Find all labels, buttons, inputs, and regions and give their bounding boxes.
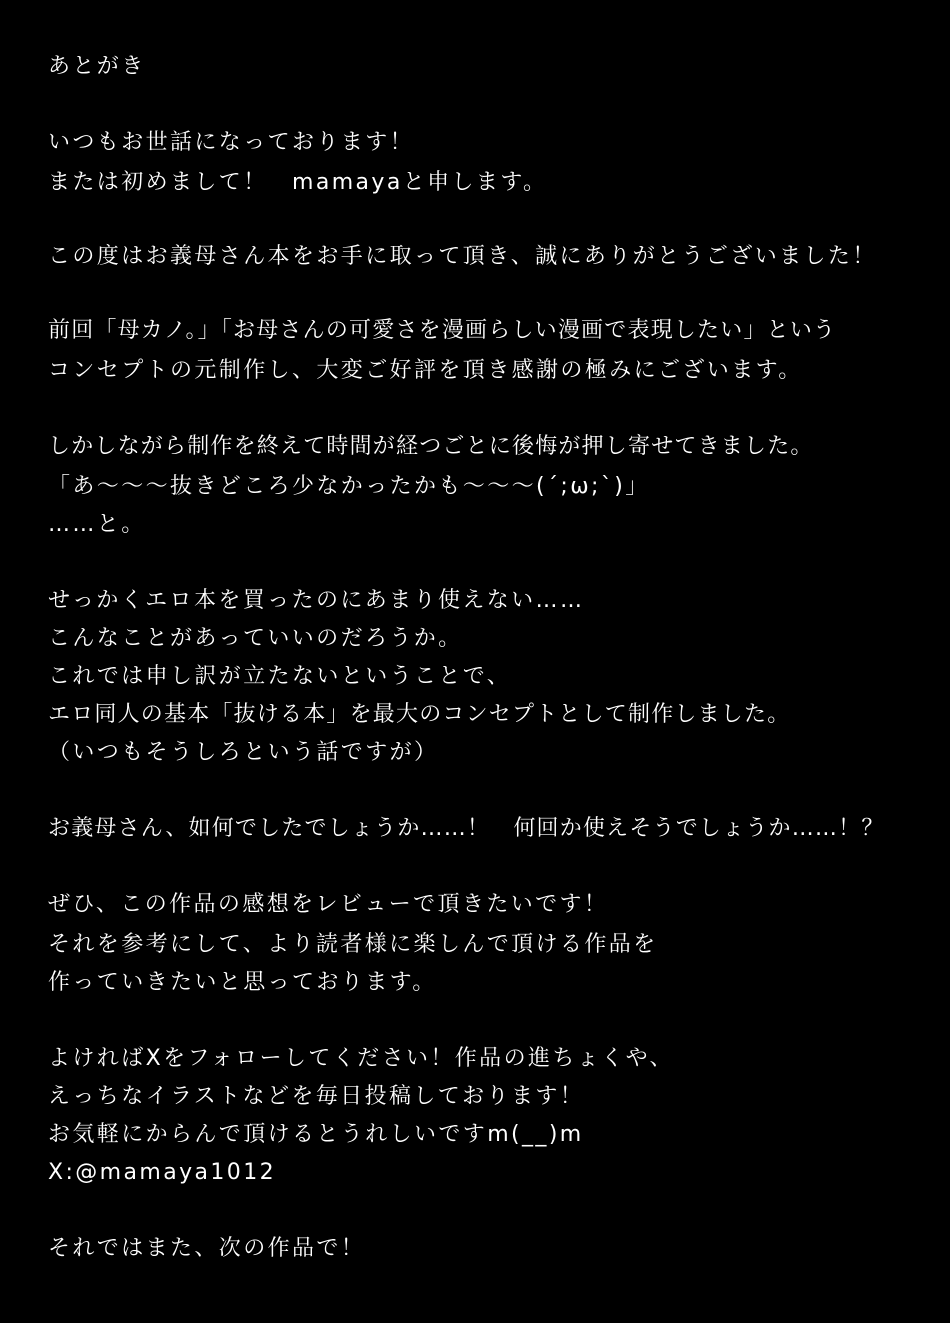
review-line-2: それを参考にして、より読者様に楽しんで頂ける作品を	[48, 932, 658, 957]
regret-line-1: しかしながら制作を終えて時間が経つごとに後悔が押し寄せてきました。	[48, 434, 814, 459]
concept-line-5: （いつもそうしろという話ですが）	[48, 740, 439, 765]
previous-work-line-1: 前回「母カノ。」「お母さんの可愛さを漫画らしい漫画で表現したい」という	[48, 318, 837, 343]
concept-line-2: こんなことがあっていいのだろうか。	[48, 626, 463, 651]
review-line-3: 作っていきたいと思っております。	[48, 970, 437, 995]
afterword-title: あとがき	[48, 54, 146, 79]
greeting-line-2: または初めまして！ mamayaと申します。	[48, 170, 548, 195]
thanks-line: この度はお義母さん本をお手に取って頂き、誠にありがとうございました！	[48, 244, 877, 269]
question-line: お義母さん、如何でしたでしょうか……！ 何回か使えそうでしょうか……！？	[48, 816, 885, 841]
follow-line-2: えっちなイラストなどを毎日投稿しております！	[48, 1084, 585, 1109]
follow-line-1: よければXをフォローしてください！作品の進ちょくや、	[48, 1046, 674, 1071]
greeting-line-1: いつもお世話になっております！	[48, 130, 415, 155]
regret-line-3: ……と。	[48, 512, 146, 537]
review-line-1: ぜひ、この作品の感想をレビューで頂きたいです！	[48, 892, 609, 917]
closing-line: それではまた、次の作品で！	[48, 1236, 366, 1261]
follow-line-3: お気軽にからんで頂けるとうれしいですm(__)m	[48, 1122, 584, 1147]
previous-work-line-2: コンセプトの元制作し、大変ご好評を頂き感謝の極みにございます。	[48, 358, 803, 383]
concept-line-4: エロ同人の基本「抜ける本」を最大のコンセプトとして制作しました。	[48, 702, 791, 727]
concept-line-3: これでは申し訳が立たないということで、	[48, 664, 512, 689]
concept-line-1: せっかくエロ本を買ったのにあまり使えない……	[48, 588, 585, 613]
x-handle: X:@mamaya1012	[48, 1160, 276, 1185]
regret-line-2: 「あ～～～抜きどころ少なかったかも～～～(´;ω;`)」	[48, 474, 650, 499]
